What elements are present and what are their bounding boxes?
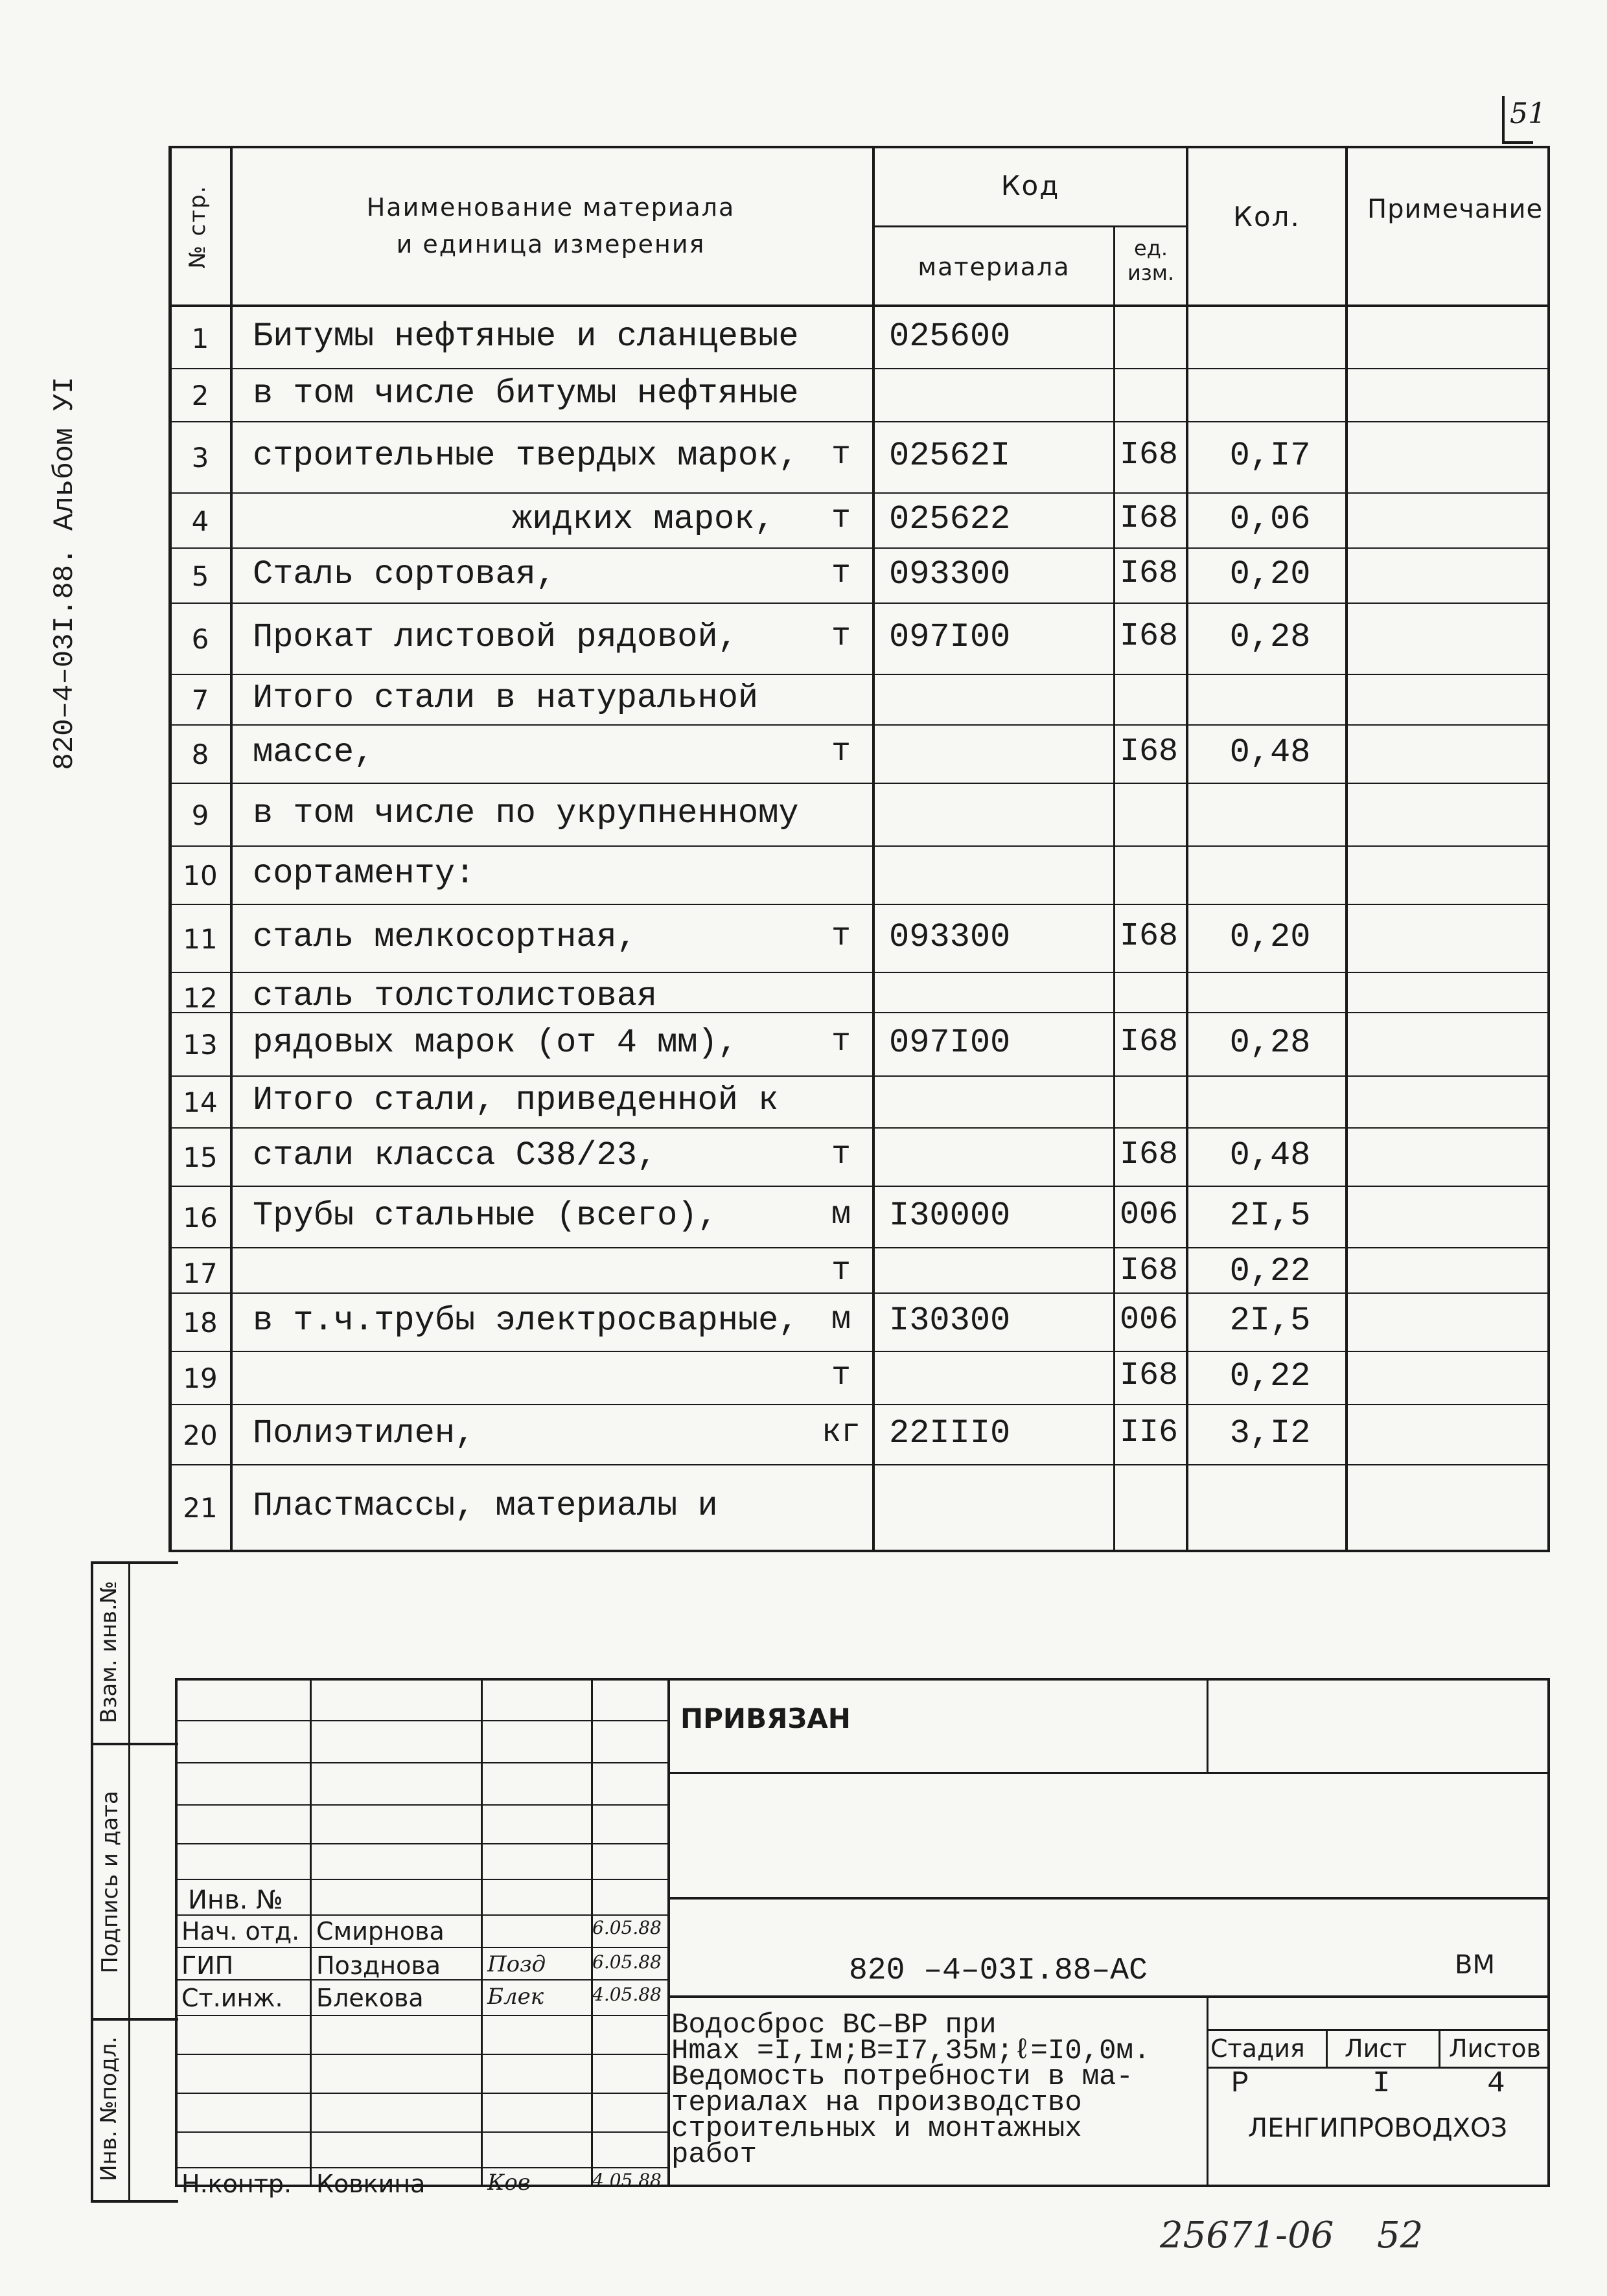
- quantity: 3,I2: [1229, 1414, 1311, 1452]
- material-name: в том числе по укрупненному: [253, 794, 799, 832]
- sign-date: 4.05.88: [592, 1984, 662, 2005]
- row-divider: [168, 1186, 1550, 1187]
- unit: кг: [822, 1414, 861, 1451]
- row-divider: [168, 1075, 1550, 1077]
- header-name-line2: и единица измерения: [396, 230, 706, 258]
- material-name: сталь толстолистовая: [253, 977, 658, 1015]
- sign-role: Н.контр.: [181, 2170, 292, 2198]
- row-number: 3: [191, 442, 209, 474]
- sign-name: Блекова: [316, 1984, 424, 2012]
- unit-code: 006: [1119, 1196, 1178, 1234]
- unit-code: I68: [1119, 555, 1178, 592]
- row-number: 2: [191, 380, 209, 411]
- material-code: 097I00: [889, 1024, 1011, 1062]
- row-number: 17: [183, 1257, 218, 1289]
- row-number: 8: [191, 739, 209, 770]
- sheets-label-clip: [1441, 2032, 1547, 2065]
- row-number: 19: [183, 1362, 218, 1394]
- unit-code: I68: [1119, 1136, 1178, 1173]
- material-name: стали класса С38/23,: [253, 1136, 658, 1175]
- material-name: Пластмассы, материалы и: [253, 1487, 718, 1525]
- unit-code: II6: [1119, 1414, 1178, 1451]
- description-line: строительных и монтажных: [671, 2115, 1082, 2143]
- row-divider: [168, 1247, 1550, 1248]
- material-name: массе,: [253, 733, 375, 772]
- row-number: 15: [183, 1142, 218, 1173]
- material-code: I30300: [889, 1302, 1011, 1340]
- material-name: Итого стали, приведенной к: [253, 1081, 779, 1119]
- signature: Блек: [487, 1984, 544, 2010]
- unit-code: I68: [1119, 1252, 1178, 1289]
- material-name: рядовых марок (от 4 мм),: [253, 1024, 738, 1062]
- row-divider: [168, 1127, 1550, 1129]
- unit-code: I68: [1119, 733, 1178, 770]
- unit-code: I68: [1119, 437, 1178, 474]
- row-divider: [168, 1404, 1550, 1405]
- quantity: 0,28: [1229, 1024, 1311, 1062]
- sign-role: ГИП: [181, 1951, 234, 1980]
- quantity: 0,20: [1229, 555, 1311, 593]
- row-divider: [168, 783, 1550, 784]
- material-name: жидких марок,: [512, 499, 775, 538]
- quantity: 2I,5: [1229, 1302, 1311, 1340]
- row-divider: [168, 972, 1550, 973]
- row-divider: [168, 421, 1550, 422]
- material-name: Сталь сортовая,: [253, 555, 557, 593]
- unit: т: [831, 1252, 851, 1289]
- unit: т: [831, 618, 851, 655]
- row-number: 14: [183, 1086, 218, 1118]
- unit: т: [831, 917, 851, 955]
- top-page-number: 51: [1510, 97, 1546, 130]
- material-name: сортаменту:: [253, 855, 476, 893]
- sign-date: 4.05.88: [592, 2170, 662, 2191]
- quantity: 0,I7: [1229, 437, 1311, 475]
- row-divider: [168, 368, 1550, 369]
- quantity: 0,20: [1229, 917, 1311, 956]
- stamp-vzam-inv: Взам. инв.№: [96, 1580, 122, 1724]
- unit: т: [831, 733, 851, 770]
- material-code: 02562I: [889, 437, 1011, 475]
- row-divider: [168, 603, 1550, 604]
- row-number: 4: [191, 505, 209, 537]
- material-code: 093300: [889, 917, 1011, 956]
- material-name: Битумы нефтяные и сланцевые: [253, 317, 799, 356]
- row-number: 16: [183, 1201, 218, 1234]
- stage-value: Р: [1231, 2067, 1249, 2100]
- material-code: 025600: [889, 317, 1011, 356]
- quantity: 0,48: [1229, 733, 1311, 772]
- material-code: I30000: [889, 1196, 1011, 1235]
- unit: т: [831, 1136, 851, 1173]
- signature: Позд: [487, 1951, 546, 1977]
- row-number: 1: [191, 323, 209, 354]
- row-number: 12: [183, 982, 218, 1014]
- row-number: 10: [183, 860, 218, 891]
- row-number: 18: [183, 1307, 218, 1338]
- material-code: 097I00: [889, 618, 1011, 656]
- quantity: 2I,5: [1229, 1196, 1311, 1235]
- material-code: 093300: [889, 555, 1011, 593]
- description-line: Ведомость потребности в ма-: [671, 2063, 1133, 2091]
- sheets-label: Листов: [1449, 2034, 1541, 2063]
- unit-code: I68: [1119, 499, 1178, 537]
- org-name: ЛЕНГИПРОВОДХОЗ: [1248, 2113, 1508, 2143]
- sign-role: Ст.инж.: [181, 1984, 283, 2012]
- doc-code: 820 –4–03I.88–АС: [849, 1953, 1148, 1988]
- row-number: 7: [191, 684, 209, 716]
- header-qty: Кол.: [1233, 201, 1301, 233]
- header-name-line1: Наименование материала: [366, 193, 735, 222]
- description-line: Hmax =I,Iм;B=I7,35м;ℓ=I0,0м.: [671, 2037, 1151, 2065]
- stage-label: Стадия: [1210, 2034, 1305, 2063]
- header-note: Примечание: [1367, 194, 1543, 224]
- header-row-no: № стр.: [185, 185, 211, 269]
- material-code: 025622: [889, 499, 1011, 538]
- unit-code: I68: [1119, 618, 1178, 655]
- row-divider: [168, 492, 1550, 494]
- row-divider: [168, 724, 1550, 726]
- row-number: 20: [183, 1419, 218, 1451]
- unit: т: [831, 1357, 851, 1394]
- sign-role: Нач. отд.: [181, 1917, 300, 1946]
- material-name: строительные твердых марок,: [253, 437, 799, 475]
- stamp-inv-podl: Инв. №подл.: [96, 2036, 122, 2181]
- row-divider: [168, 674, 1550, 675]
- sign-name: Смирнова: [316, 1917, 445, 1946]
- quantity: 0,28: [1229, 618, 1311, 656]
- sign-name: Позднова: [316, 1951, 441, 1980]
- unit: т: [831, 499, 851, 537]
- material-name: сталь мелкосортная,: [253, 917, 637, 956]
- footer-note: 25671-06: [1160, 2214, 1334, 2256]
- sign-date: 6.05.88: [592, 1917, 662, 1938]
- unit-code: I68: [1119, 1357, 1178, 1394]
- footer-page: 52: [1377, 2214, 1424, 2256]
- unit-code: I68: [1119, 917, 1178, 955]
- quantity: 0,48: [1229, 1136, 1311, 1175]
- header-code-material: материала: [918, 253, 1070, 281]
- org-name-clip: [1209, 2106, 1547, 2151]
- description-line: териалах на производство: [671, 2089, 1082, 2117]
- material-code: 22III0: [889, 1414, 1011, 1452]
- row-divider: [168, 1292, 1550, 1294]
- header-code-group: Код: [1000, 170, 1060, 201]
- row-divider: [168, 904, 1550, 905]
- row-number: 9: [191, 799, 209, 831]
- album-side-label: 820–4–03I.88. Альбом УI: [49, 376, 81, 770]
- material-name: Полиэтилен,: [253, 1414, 476, 1452]
- unit: т: [831, 1024, 851, 1061]
- material-name: Прокат листовой рядовой,: [253, 618, 738, 656]
- description-line: работ: [671, 2141, 757, 2169]
- row-number: 5: [191, 560, 209, 592]
- row-divider: [168, 1550, 1550, 1551]
- material-name: Итого стали в натуральной: [253, 679, 759, 717]
- description-line: Водосброс ВС–ВР при: [671, 2011, 997, 2039]
- unit-code: I68: [1119, 1024, 1178, 1061]
- row-divider: [168, 1351, 1550, 1352]
- sheet-value: I: [1372, 2067, 1391, 2100]
- quantity: 0,22: [1229, 1357, 1311, 1395]
- row-number: 21: [183, 1492, 218, 1524]
- unit-code: 006: [1119, 1302, 1178, 1338]
- row-divider: [168, 845, 1550, 847]
- signature: Ков: [487, 2170, 531, 2196]
- privyazan-label: ПРИВЯЗАН: [680, 1703, 851, 1734]
- inv-no-label: Инв. №: [188, 1885, 283, 1915]
- unit: т: [831, 437, 851, 474]
- sheets-value: 4: [1487, 2067, 1505, 2100]
- quantity: 0,06: [1229, 499, 1311, 538]
- header-note-clip: [1348, 194, 1547, 233]
- material-name: Трубы стальные (всего),: [253, 1196, 718, 1235]
- sign-name: Ковкина: [316, 2170, 426, 2198]
- unit: т: [831, 555, 851, 592]
- row-divider: [168, 547, 1550, 549]
- sign-date: 6.05.88: [592, 1951, 662, 1973]
- stamp-podpis-data: Подпись и дата: [97, 1791, 123, 1973]
- unit: м: [831, 1302, 851, 1338]
- quantity: 0,22: [1229, 1252, 1311, 1291]
- doc-mark: ВМ: [1455, 1950, 1495, 1980]
- material-name: в т.ч.трубы электросварные,: [253, 1302, 799, 1340]
- unit: м: [831, 1196, 851, 1234]
- material-name: в том числе битумы нефтяные: [253, 374, 799, 413]
- row-number: 6: [191, 623, 209, 655]
- sheet-label: Лист: [1345, 2034, 1407, 2063]
- row-number: 11: [183, 923, 218, 955]
- row-number: 13: [183, 1029, 218, 1061]
- row-divider: [168, 1464, 1550, 1465]
- header-code-unit: ед. изм.: [1127, 236, 1175, 285]
